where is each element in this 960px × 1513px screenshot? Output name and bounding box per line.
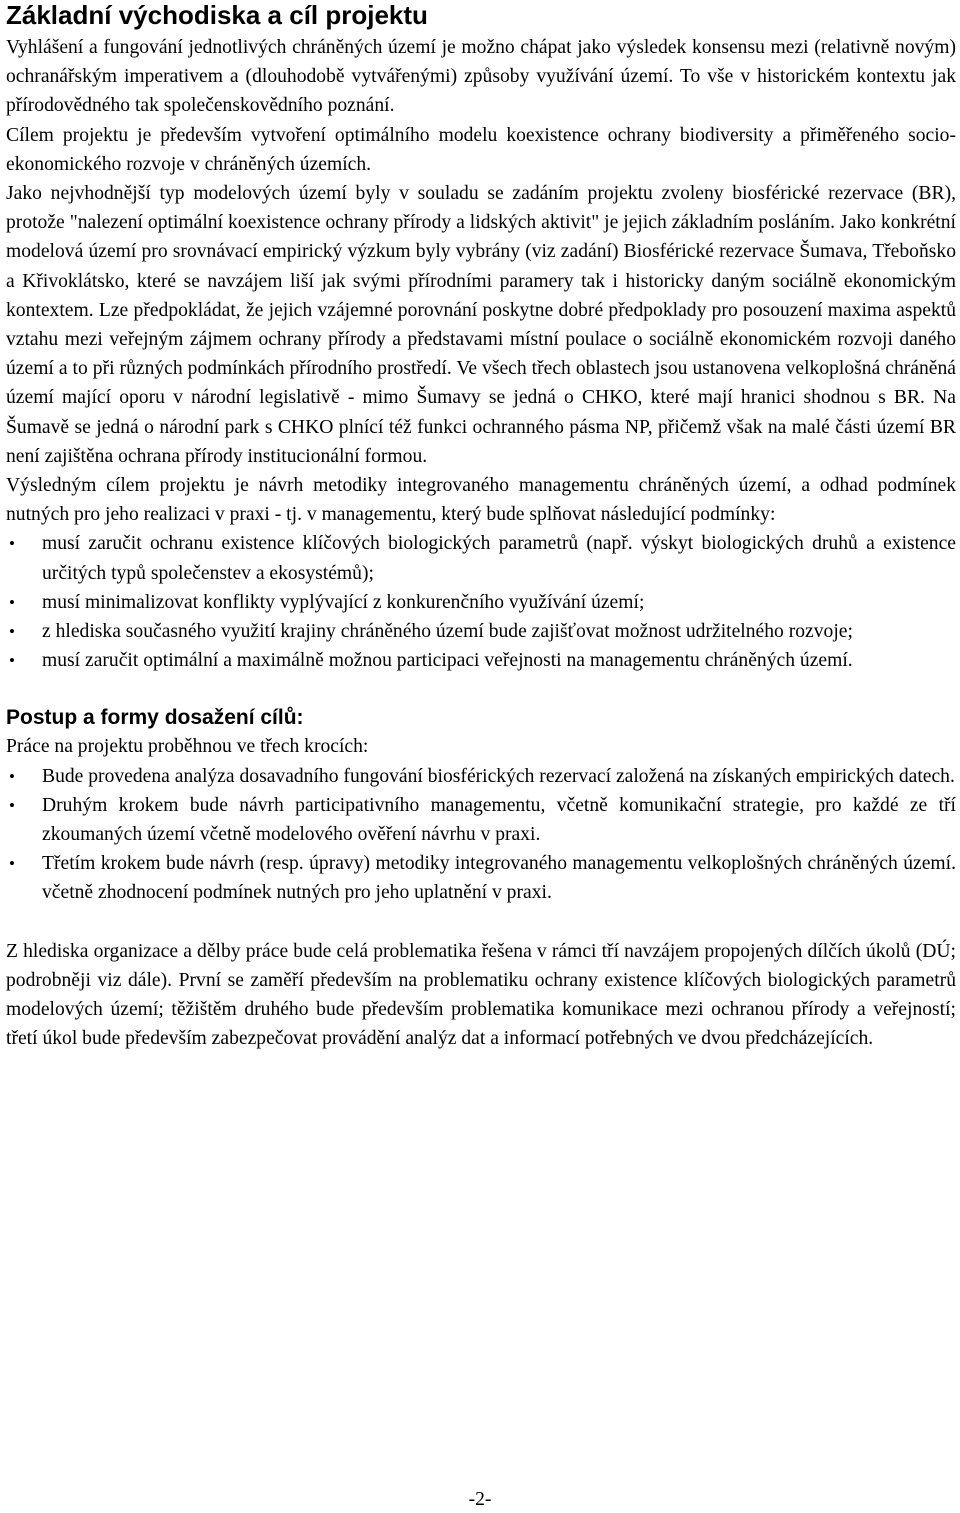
spacer	[6, 908, 956, 937]
section-heading-procedure: Postup a formy dosažení cílů:	[6, 706, 304, 730]
paragraph-model-areas: Jako nejvhodnější typ modelových území byly v souladu se zadáním projektu zvoleny biosférické rezervace (BR), protože "nalezení optimální koexistence ochrany přírody a lidských aktivit" je jejich základním posláním. Jako konkrétní modelová území pro srovnávací empirický výzkum byly vybrány (viz zadání) Biosférické rezervace Šumava, Třeboňsko a Křivoklátsko, které se navzájem liší jak svými přírodními paramery tak i historicky daným sociálně ekonomickým kontextem. Lze předpokládat, že jejich vzájemné porovnání poskytne dobré předpoklady pro posouzení maxima aspektů vztahu mezi veřejným zájmem ochrany přírody a představami místní poulace o sociálně ekonomickém rozvoji daného území a to při různých podmínkách přírodního prostředí. Ve všech třech oblastech jsou ustanovena velkoplošná chráněná území mající oporu v národní legislativě - mimo Šumavy se jedná o CHKO, které mají hranici shodnou s BR. Na Šumavě se jedná o národní park s CHKO plnící též funkci ochranného pásma NP, přičemž však na malé části území BR není zajištěna ochrana přírody institucionální formou.	[6, 183, 956, 467]
conditions-list	[6, 529, 956, 675]
list-item	[6, 588, 956, 617]
bullet-icon: •	[9, 854, 15, 874]
list-item	[6, 849, 956, 907]
list-item-text: Druhým krokem bude návrh participativního managementu, včetně komunikační strategie, pro každé ze tří zkoumaných území včetně modelového ověření návrhu v praxi.	[42, 794, 956, 846]
bullet-icon: •	[9, 534, 15, 554]
bullet-icon: •	[9, 622, 15, 642]
list-item-text: Bude provedena analýza dosavadního fungování biosférických rezervací založená na získaných empirických datech.	[42, 765, 955, 787]
list-item-text: Třetím krokem bude návrh (resp. úpravy) metodiky integrovaného managementu velkoplošných chráněných území. včetně zhodnocení podmínek nutných pro jeho uplatnění v praxi.	[42, 853, 956, 904]
bullet-icon: •	[9, 592, 15, 612]
paragraph-steps-intro: Práce na projektu proběhnou ve třech krocích:	[6, 736, 369, 758]
paragraph-goal: Cílem projektu je především vytvoření optimálního modelu koexistence ochrany biodiversity a přiměřeného socio-ekonomického rozvoje v chráněných územích.	[6, 124, 956, 175]
section-heading-basics: Základní východiska a cíl projektu	[6, 0, 428, 30]
list-item	[6, 646, 956, 675]
steps-list	[6, 762, 956, 908]
list-item	[6, 762, 956, 791]
bullet-icon: •	[9, 795, 15, 815]
bullet-icon: •	[9, 766, 15, 786]
paragraph-intro: Vyhlášení a fungování jednotlivých chráněných území je možno chápat jako výsledek konsensu mezi (relativně novým) ochranářským imperativem a (dlouhodobě vytvářenými) způsoby využívání území. To vše v historickém kontextu jak přírodovědného tak společenskovědního poznání.	[6, 37, 956, 117]
page-number: -2-	[468, 1489, 492, 1510]
list-item-text: musí zaručit optimální a maximálně možnou participaci veřejnosti na managementu chráněných území.	[42, 650, 853, 672]
paragraph-result: Výsledným cílem projektu je návrh metodiky integrovaného managementu chráněných území, a odhad podmínek nutných pro jeho realizaci v praxi - tj. v managementu, který bude splňovat následující podmínky:	[6, 475, 956, 526]
list-item-text: musí minimalizovat konflikty vyplývající z konkurenčního využívání území;	[42, 591, 645, 613]
bullet-icon: •	[9, 651, 15, 671]
list-item-text: z hlediska současného využití krajiny chráněného území bude zajišťovat možnost udržitelného rozvoje;	[42, 621, 853, 643]
list-item-text: musí zaručit ochranu existence klíčových biologických parametrů (např. výskyt biologických druhů a existence určitých typů společenstev a ekosystémů);	[42, 533, 956, 584]
list-item	[6, 617, 956, 646]
paragraph-organization: Z hlediska organizace a dělby práce bude celá problematika řešena v rámci tří navzájem propojených dílčích úkolů (DÚ; podrobněji viz dále). První se zaměří především na problematiku ochrany existence klíčových biologických parametrů modelových území; těžištěm druhého bude především problematika komunikace mezi ochranou přírody a veřejností; třetí úkol bude především zabezpečovat provádění analýz dat a informací potřebných ve dvou předcházejících.	[6, 940, 956, 1050]
document-page	[6, 0, 956, 1054]
list-item	[6, 529, 956, 587]
list-item	[6, 791, 956, 849]
